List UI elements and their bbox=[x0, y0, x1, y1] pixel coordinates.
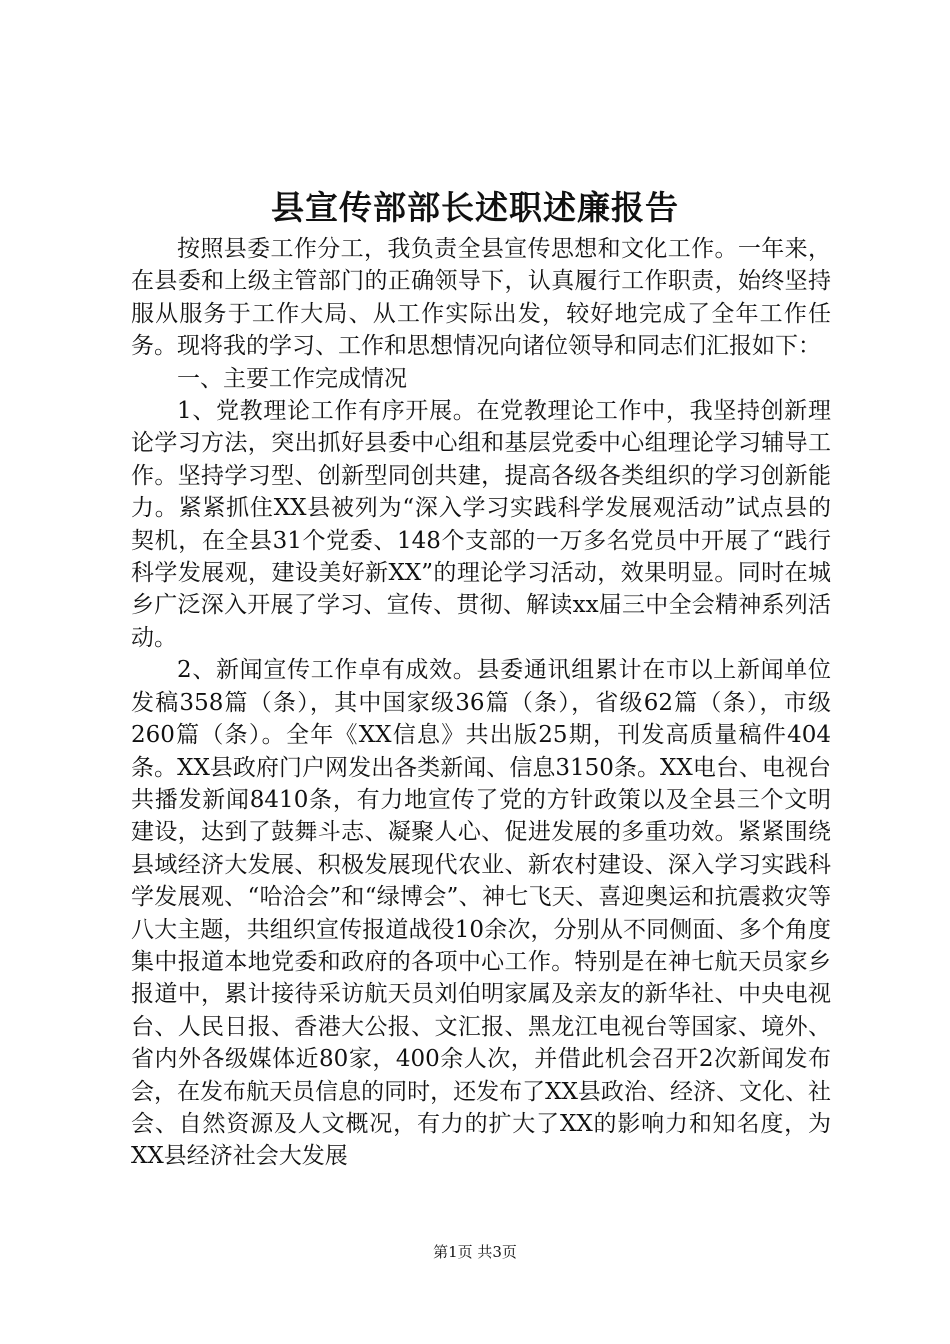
document-title: 县宣传部部长述职述廉报告 bbox=[271, 188, 679, 227]
page-footer: 第1页 共3页 bbox=[433, 1243, 517, 1261]
document-body bbox=[131, 233, 831, 1173]
paragraph-theory-work: 1、党教理论工作有序开展。在党教理论工作中，我坚持创新理论学习方法，突出抓好县委中心组和基层党委中心组理论学习辅导工作。坚持学习型、创新型同创共建，提高各级各类组织的学习创新能力。紧紧抓住XX县被列为“深入学习实践科学发展观活动”试点县的契机，在全县31个党委、148个支部的一万多名党员中开展了“践行科学发展观，建设美好新XX”的理论学习活动，效果明显。同时在城乡广泛深入开展了学习、宣传、贯彻、解读xx届三中全会精神系列活动。 bbox=[131, 398, 831, 651]
section-heading-main-work: 一、主要工作完成情况 bbox=[177, 365, 407, 392]
intro-paragraph: 按照县委工作分工，我负责全县宣传思想和文化工作。一年来，在县委和上级主管部门的正确领导下，认真履行工作职责，始终坚持服从服务于工作大局、从工作实际出发，较好地完成了全年工作任务。现将我的学习、工作和思想情况向诸位领导和同志们汇报如下： bbox=[131, 236, 831, 360]
paragraph-news-work: 2、新闻宣传工作卓有成效。县委通讯组累计在市以上新闻单位发稿358篇（条），其中国家级36篇（条），省级62篇（条），市级260篇（条）。全年《XX信息》共出版25期，刊发高质量稿件404条。XX县政府门户网发出各类新闻、信息3150条。XX电台、电视台共播发新闻8410条，有力地宣传了党的方针政策以及全县三个文明建设，达到了鼓舞斗志、凝聚人心、促进发展的多重功效。紧紧围绕县域经济大发展、积极发展现代农业、新农村建设、深入学习实践科学发展观、“哈洽会”和“绿博会”、神七飞天、喜迎奥运和抗震救灾等八大主题，共组织宣传报道战役10余次，分别从不同侧面、多个角度集中报道本地党委和政府的各项中心工作。特别是在神七航天员家乡报道中，累计接待采访航天员刘伯明家属及亲友的新华社、中央电视台、人民日报、香港大公报、文汇报、黑龙江电视台等国家、境外、省内外各级媒体近80家，400余人次，并借此机会召开2次新闻发布会，在发布航天员信息的同时，还发布了XX县政治、经济、文化、社会、自然资源及人文概况，有力的扩大了XX的影响力和知名度，为XX县经济社会大发展 bbox=[131, 657, 831, 1170]
